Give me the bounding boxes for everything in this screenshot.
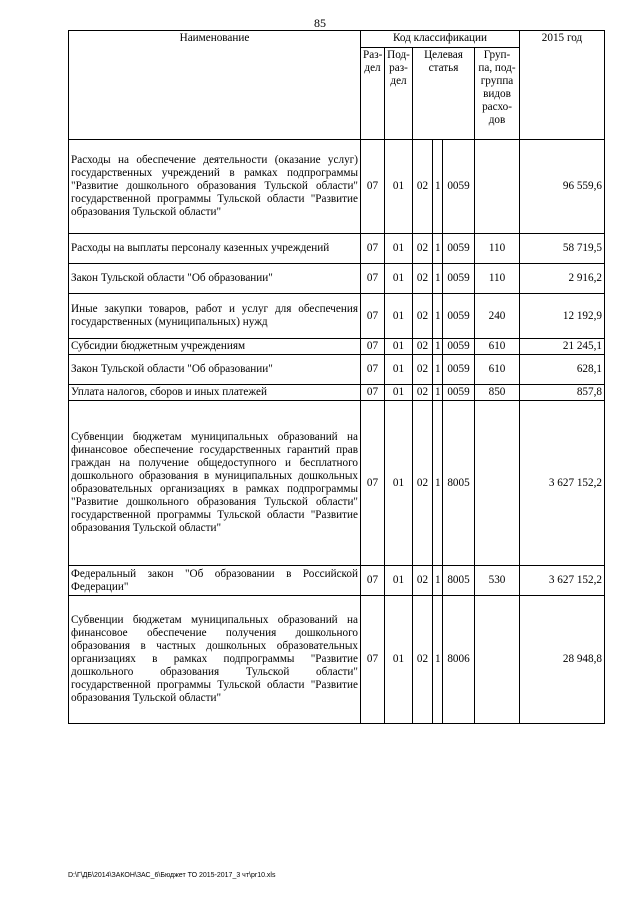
table-row — [69, 401, 605, 566]
table-row — [69, 339, 605, 355]
row-amount: 96 559,6 — [520, 140, 605, 234]
header-year: 2015 год — [520, 31, 605, 140]
page-number: 85 — [314, 16, 326, 30]
row-target-code: 0059 — [443, 234, 475, 264]
row-name: Субвенции бюджетам муниципальных образований на финансовое обеспечение получения дошкольного образования в частных дошкольных образовательных организациях в рамках подпрограммы "Развитие дошкольного образования Тульской области" государственной программы Тульской области "Развитие образования Тульской области" — [69, 596, 361, 724]
row-amount: 2 916,2 — [520, 264, 605, 294]
row-target-program: 02 — [413, 566, 433, 596]
row-name: Закон Тульской области "Об образовании" — [69, 264, 361, 294]
row-target-subprogram: 1 — [433, 385, 443, 401]
row-target-program: 02 — [413, 264, 433, 294]
row-name: Расходы на обеспечение деятельности (оказание услуг) государственных учреждений в рамках подпрограммы "Развитие дошкольного образования Тульской области" государственной программы Тульской области "Развитие образования Тульской области" — [69, 140, 361, 234]
row-razdel: 07 — [361, 596, 385, 724]
table-row — [69, 566, 605, 596]
row-razdel: 07 — [361, 355, 385, 385]
row-target-program: 02 — [413, 234, 433, 264]
row-target-code: 0059 — [443, 355, 475, 385]
row-expense-group: 610 — [475, 339, 520, 355]
row-name: Расходы на выплаты персоналу казенных учреждений — [69, 234, 361, 264]
row-target-code: 8005 — [443, 566, 475, 596]
row-target-program: 02 — [413, 140, 433, 234]
header-target: Целевая статья — [413, 48, 475, 140]
row-target-subprogram: 1 — [433, 401, 443, 566]
row-podrazdel: 01 — [385, 566, 413, 596]
row-target-program: 02 — [413, 596, 433, 724]
row-podrazdel: 01 — [385, 234, 413, 264]
row-target-subprogram: 1 — [433, 264, 443, 294]
row-podrazdel: 01 — [385, 401, 413, 566]
table-row — [69, 385, 605, 401]
table-row — [69, 234, 605, 264]
row-expense-group — [475, 140, 520, 234]
table-row — [69, 264, 605, 294]
row-target-code: 8006 — [443, 596, 475, 724]
row-razdel: 07 — [361, 140, 385, 234]
row-podrazdel: 01 — [385, 355, 413, 385]
row-podrazdel: 01 — [385, 294, 413, 339]
row-amount: 58 719,5 — [520, 234, 605, 264]
row-amount: 628,1 — [520, 355, 605, 385]
row-target-code: 0059 — [443, 385, 475, 401]
row-target-program: 02 — [413, 294, 433, 339]
row-podrazdel: 01 — [385, 140, 413, 234]
row-target-program: 02 — [413, 401, 433, 566]
row-target-subprogram: 1 — [433, 596, 443, 724]
row-expense-group: 110 — [475, 234, 520, 264]
row-target-subprogram: 1 — [433, 234, 443, 264]
row-target-subprogram: 1 — [433, 339, 443, 355]
header-razdel: Раз-дел — [361, 48, 385, 140]
row-amount: 3 627 152,2 — [520, 566, 605, 596]
row-expense-group: 610 — [475, 355, 520, 385]
row-podrazdel: 01 — [385, 339, 413, 355]
row-amount: 857,8 — [520, 385, 605, 401]
row-expense-group: 530 — [475, 566, 520, 596]
row-name: Уплата налогов, сборов и иных платежей — [69, 385, 361, 401]
row-target-code: 0059 — [443, 264, 475, 294]
row-target-subprogram: 1 — [433, 355, 443, 385]
budget-table — [68, 30, 605, 724]
row-target-subprogram: 1 — [433, 294, 443, 339]
table-row — [69, 140, 605, 234]
row-amount: 28 948,8 — [520, 596, 605, 724]
row-target-subprogram: 1 — [433, 140, 443, 234]
row-target-code: 0059 — [443, 339, 475, 355]
row-name: Закон Тульской области "Об образовании" — [69, 355, 361, 385]
row-expense-group: 240 — [475, 294, 520, 339]
footer-file-path: D:\Г\ДБ\2014\ЗАКОН\ЗАС_6\Бюджет ТО 2015-2017_3 чт\pr10.xls — [68, 872, 276, 879]
table-row — [69, 294, 605, 339]
row-amount: 12 192,9 — [520, 294, 605, 339]
row-razdel: 07 — [361, 264, 385, 294]
row-razdel: 07 — [361, 339, 385, 355]
row-expense-group — [475, 596, 520, 724]
row-target-subprogram: 1 — [433, 566, 443, 596]
row-razdel: 07 — [361, 234, 385, 264]
row-expense-group: 110 — [475, 264, 520, 294]
row-name: Иные закупки товаров, работ и услуг для обеспечения государственных (муниципальных) нужд — [69, 294, 361, 339]
row-target-code: 0059 — [443, 140, 475, 234]
header-podrazdel: Под-раз-дел — [385, 48, 413, 140]
row-podrazdel: 01 — [385, 596, 413, 724]
row-razdel: 07 — [361, 401, 385, 566]
row-name: Субсидии бюджетным учреждениям — [69, 339, 361, 355]
header-group: Груп-па, под-группа видов расхо-дов — [475, 48, 520, 140]
row-amount: 21 245,1 — [520, 339, 605, 355]
row-name: Субвенции бюджетам муниципальных образований на финансовое обеспечение государственных гарантий прав граждан на получение общедоступного и бесплатного дошкольного образования в муниципальных дошкольных образовательных организациях в рамках подпрограммы "Развитие дошкольного образования Тульской области" государственной программы Тульской области "Развитие образования Тульской области" — [69, 401, 361, 566]
row-razdel: 07 — [361, 385, 385, 401]
row-razdel: 07 — [361, 294, 385, 339]
row-name: Федеральный закон "Об образовании в Российской Федерации" — [69, 566, 361, 596]
row-target-code: 0059 — [443, 294, 475, 339]
row-expense-group: 850 — [475, 385, 520, 401]
row-podrazdel: 01 — [385, 264, 413, 294]
row-target-program: 02 — [413, 355, 433, 385]
row-expense-group — [475, 401, 520, 566]
table-row — [69, 596, 605, 724]
row-razdel: 07 — [361, 566, 385, 596]
row-amount: 3 627 152,2 — [520, 401, 605, 566]
table-row — [69, 355, 605, 385]
row-target-code: 8005 — [443, 401, 475, 566]
header-name: Наименование — [69, 31, 361, 140]
row-target-program: 02 — [413, 385, 433, 401]
row-podrazdel: 01 — [385, 385, 413, 401]
header-classification: Код классификации — [361, 31, 520, 48]
row-target-program: 02 — [413, 339, 433, 355]
